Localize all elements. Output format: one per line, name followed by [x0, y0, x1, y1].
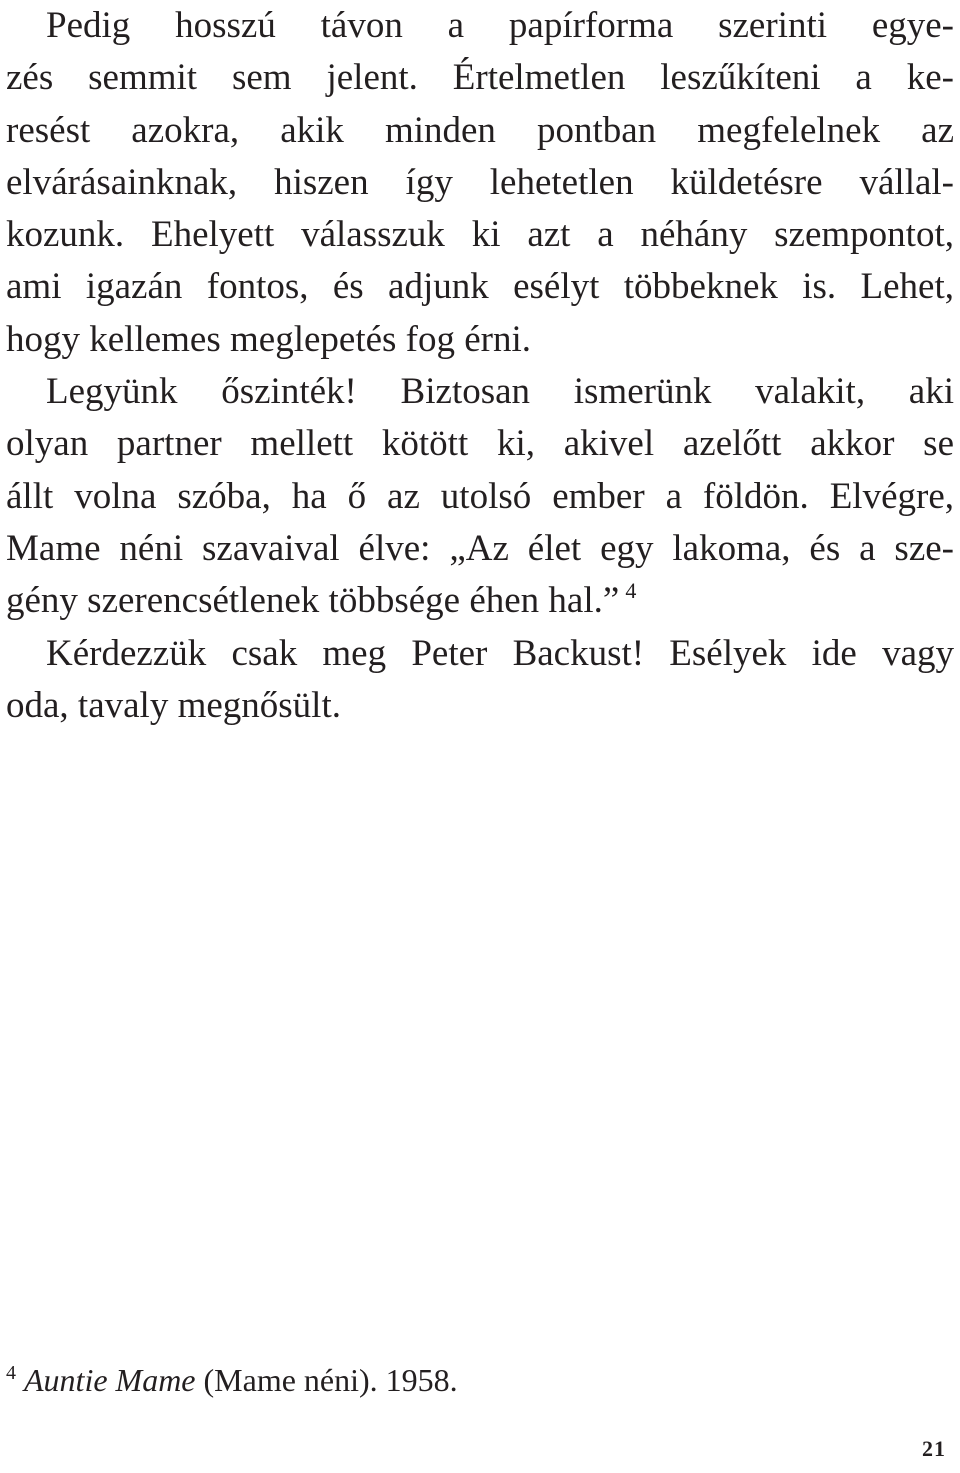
text-line: Legyünk őszinték! Biztosan ismerünk valakit, aki	[46, 371, 954, 413]
footnote-marker: 4	[6, 1362, 16, 1384]
text-line: állt volna szóba, ha ő az utolsó ember a földön. Elvégre,	[6, 475, 954, 517]
text-line: olyan partner mellett kötött ki, akivel azelőtt akkor se	[6, 423, 954, 465]
text-line: resést azokra, akik minden pontban megfelelnek az	[6, 109, 954, 151]
text-line: kozunk. Ehelyett válasszuk ki azt a néhány szempontot,	[6, 214, 954, 256]
text-line: elvárásainknak, hiszen így lehetetlen küldetésre vállal-	[6, 161, 954, 203]
footnote-reference: 4	[625, 578, 637, 604]
page-number: 21	[922, 1436, 946, 1461]
body-text	[6, 0, 954, 732]
text-line-content: gény szerencsétlenek többsége éhen hal.”	[6, 580, 620, 622]
text-line	[6, 575, 954, 627]
footnote-text: (Mame néni). 1958.	[195, 1362, 458, 1398]
text-line: ami igazán fontos, és adjunk esélyt többeknek is. Lehet,	[6, 266, 954, 308]
text-line: hogy kellemes meglepetés fog érni.	[6, 318, 532, 360]
text-line: oda, tavaly megnősült.	[6, 684, 341, 726]
text-line: zés semmit sem jelent. Értelmetlen leszűkíteni a ke-	[6, 57, 954, 99]
footnote-title: Auntie Mame	[24, 1362, 196, 1398]
footnote	[6, 1358, 458, 1402]
text-line: Kérdezzük csak meg Peter Backust! Esélyek ide vagy	[46, 632, 954, 674]
text-line: Pedig hosszú távon a papírforma szerinti egye-	[46, 5, 954, 46]
text-line: Mame néni szavaival élve: „Az élet egy lakoma, és a sze-	[6, 527, 954, 569]
